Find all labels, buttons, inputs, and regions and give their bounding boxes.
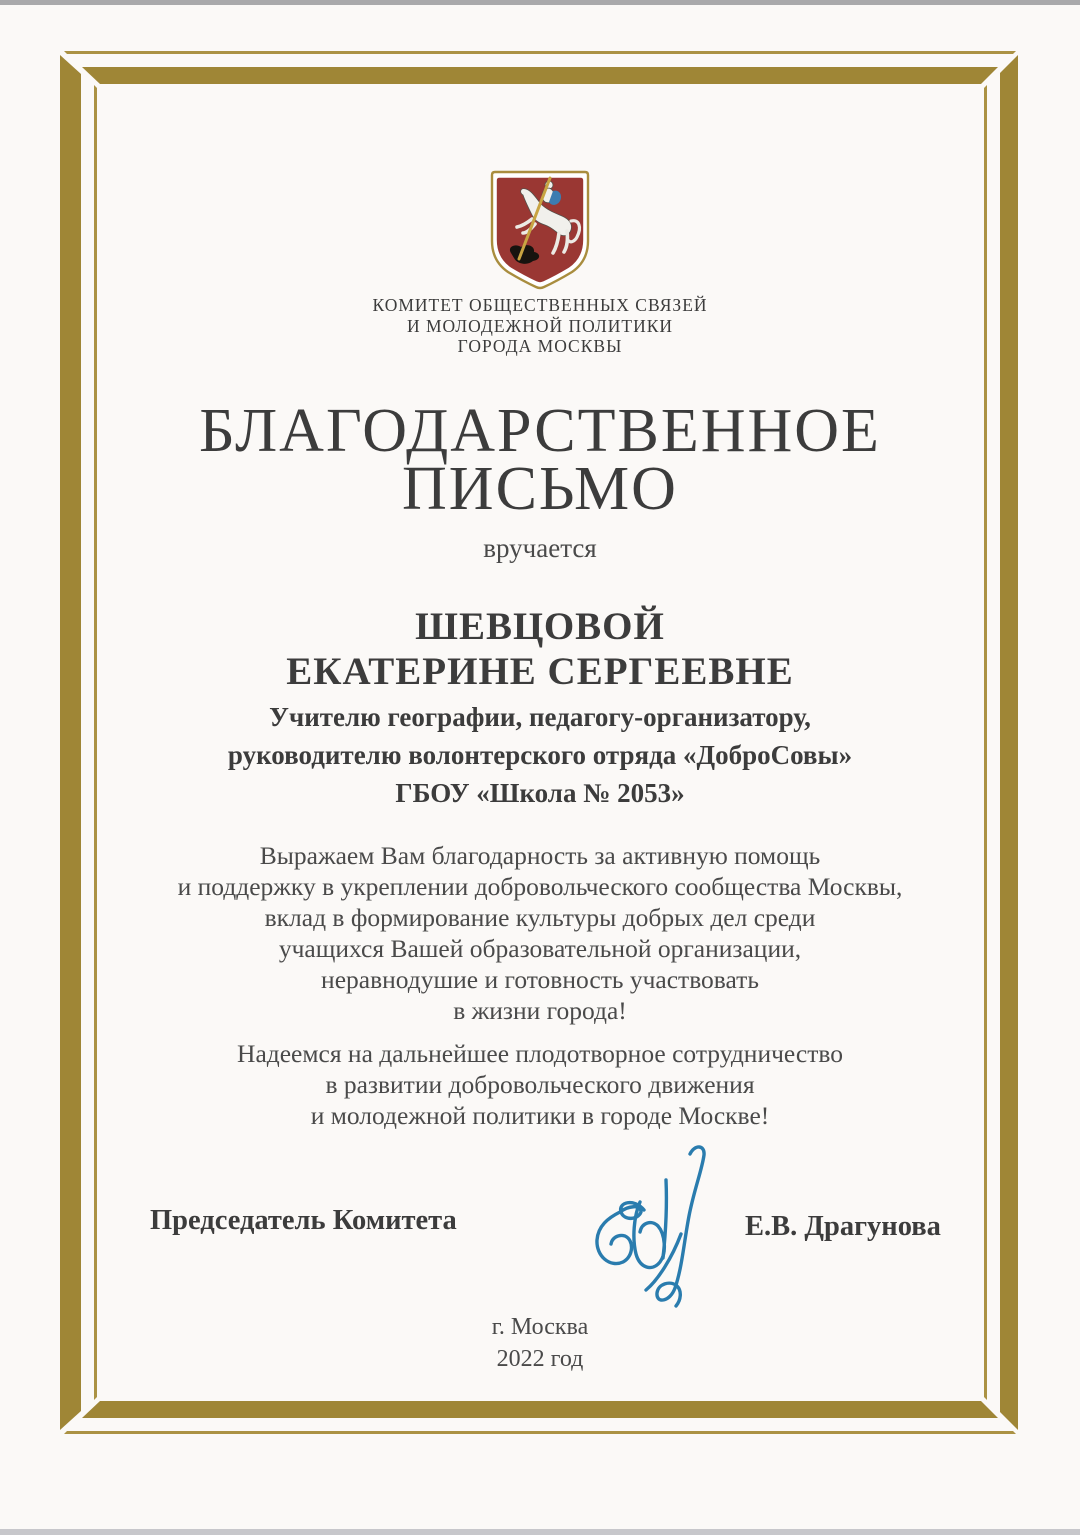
organization-line: И МОЛОДЕЖНОЙ ПОЛИТИКИ (406, 315, 674, 336)
certificate-title-line: БЛАГОДАРСТВЕННОЕ (199, 397, 881, 465)
footer-year: 2022 год (496, 1345, 584, 1372)
body-line: в жизни города! (453, 996, 627, 1025)
body-paragraph-2 (0, 1038, 1080, 1131)
organization-line: ГОРОДА МОСКВЫ (457, 336, 623, 356)
body-line: в развитии добровольческого движения (325, 1070, 755, 1099)
organization-name (0, 295, 1080, 357)
signer-position-title: Председатель Комитета (150, 1205, 457, 1236)
body-paragraph-1 (0, 840, 1080, 1026)
presented-label: вручается (483, 533, 597, 563)
body-line: и поддержку в укреплении добровольческого сообщества Москвы, (177, 872, 903, 901)
handwritten-signature-icon (578, 1142, 738, 1312)
body-line: неравнодушие и готовность участвовать (321, 965, 759, 994)
footer (0, 1312, 1080, 1375)
body-line: и молодежной политики в городе Москве! (310, 1101, 770, 1130)
signer-name: Е.В. Драгунова (745, 1211, 941, 1242)
recipient-position (0, 698, 1080, 812)
recipient-name-line: ШЕВЦОВОЙ (415, 605, 665, 648)
recipient-position-line: руководителю волонтерского отряда «ДоброСовы» (227, 740, 853, 770)
body-line: вклад в формирование культуры добрых дел среди (264, 903, 816, 932)
recipient-name (0, 604, 1080, 694)
recipient-name-line: ЕКАТЕРИНЕ СЕРГЕЕВНЕ (286, 650, 794, 693)
body-line: Надеемся на дальнейшее плодотворное сотрудничество (237, 1039, 843, 1068)
organization-line: КОМИТЕТ ОБЩЕСТВЕННЫХ СВЯЗЕЙ (372, 295, 708, 315)
body-line: учащихся Вашей образовательной организации, (278, 934, 802, 963)
recipient-position-line: ГБОУ «Школа № 2053» (395, 778, 685, 808)
certificate-title (0, 397, 1080, 523)
moscow-coat-of-arms-icon (489, 169, 591, 292)
body-line: Выражаем Вам благодарность за активную помощь (259, 841, 821, 870)
footer-city: г. Москва (491, 1314, 589, 1340)
recipient-position-line: Учителю географии, педагогу-организатору, (269, 702, 811, 732)
certificate-title-line: ПИСЬМО (402, 455, 678, 523)
